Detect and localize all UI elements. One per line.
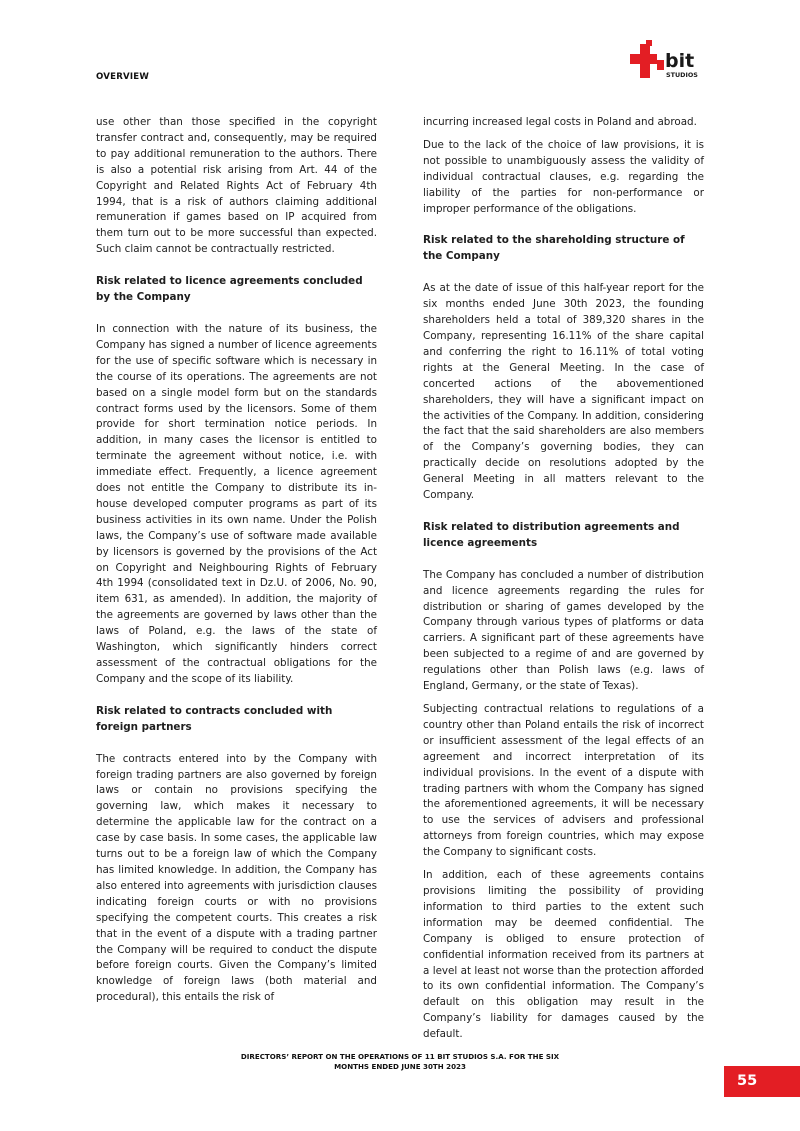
- paragraph: As at the date of issue of this half-year report for the six months ended June 30th 2023, the founding shareholders held a total of 389,320 shares in the Company, representing 16.11% of the share capital and conferring the right to 16.11% of total voting rights at the General Meeting. In the case of concerted actions of the abovementioned shareholders, they will have a significant impact on the activities of the Company. In addition, considering the fact that the said shareholders are also members of the Company’s governing bodies, they can practically decide on resolutions adopted by the General Meeting in all matters relevant to the Company.: [423, 282, 704, 502]
- section-heading: Risk related to contracts concluded with foreign partners: [96, 704, 333, 733]
- paragraph: In addition, each of these agreements contains provisions limiting the possibility of providing information to third parties to the extent such information may be deemed confidential. The Company is obliged to ensure protection of confidential information received from its partners at a level at least not worse than the protection afforded to its own confidential information. The Company’s default on this obligation may result in the Company’s liability for damages caused by the default.: [423, 869, 704, 1041]
- company-logo: [630, 40, 712, 80]
- section-label: OVERVIEW: [96, 72, 150, 82]
- paragraph: Subjecting contractual relations to regulations of a country other than Poland entails the risk of incorrect or insufficient assessment of the legal effects of an agreement and incorrect interpretation of its individual provisions. In the event of a dispute with trading partners with whom the Company has signed the aforementioned agreements, it will be necessary to use the services of advisers and professional attorneys from foreign countries, which may expose the Company to significant costs.: [423, 703, 704, 859]
- paragraph: The Company has concluded a number of distribution and licence agreements regarding the rules for distribution or sharing of games developed by the Company through various types of platforms or data carriers. A significant part of these agreements have been subjected to a regime of and are governed by regulations other than Polish laws (e.g. laws of England, Germany, or the state of Texas).: [423, 568, 704, 693]
- logo-wordmark: bit: [665, 50, 695, 72]
- page-footer: [200, 1052, 600, 1072]
- paragraph: Due to the lack of the choice of law provisions, it is not possible to unambiguously assess the validity of individual contractual clauses, e.g. regarding the liability of the parties for non-performance or improper performance of the obligations.: [423, 138, 704, 215]
- section-heading: Risk related to the shareholding structure of the Company: [423, 234, 685, 263]
- section-heading: Risk related to distribution agreements and licence agreements: [423, 520, 680, 549]
- footer-line: DIRECTORS’ REPORT ON THE OPERATIONS OF 11 BIT STUDIOS S.A. FOR THE SIX: [240, 1052, 560, 1061]
- paragraph: incurring increased legal costs in Poland and abroad.: [423, 116, 697, 128]
- paragraph: In connection with the nature of its business, the Company has signed a number of licence agreements for the use of specific software which is necessary in the course of its operations. The agreements are not based on a single model form but on the standards contract forms used by the licensors. Some of them provide for short termination notice periods. In addition, in many cases the licensor is entitled to terminate the agreement without notice, i.e. with immediate effect. Frequently, a licence agreement does not entitle the Company to distribute its in-house developed computer programs as part of its business activities in its own name. Under the Polish laws, the Company’s use of software made available by licensors is governed by the provisions of the Act on Copyright and Neighbouring Rights of February 4th 1994 (consolidated text in Dz.U. of 2006, No. 90, item 631, as amended). In addition, the majority of the agreements are governed by laws other than the laws of Poland, e.g. the laws of the state of Washington, which significantly hinders correct assessment of the contractual obligations for the Company and the scope of its liability.: [96, 322, 377, 685]
- page-number: 55: [724, 1066, 800, 1097]
- paragraph: use other than those specified in the copyright transfer contract and, consequently, may be required to pay additional remuneration to the authors. There is also a potential risk arising from Art. 44 of the Copyright and Related Rights Act of February 4th 1994, that is a risk of authors claiming additional remuneration if games based on IP acquired from them turn out to be more successful than expected. Such claim cannot be contractually restricted.: [96, 116, 377, 256]
- logo-subtext: STUDIOS: [666, 71, 698, 79]
- paragraph: The contracts entered into by the Company with foreign trading partners are also governed by foreign laws or contain no provisions specifying the governing law, which makes it necessary to determine the applicable law for the contract on a case by case basis. In some cases, the applicable law turns out to be a foreign law of which the Company has limited knowledge. In addition, the Company has also entered into agreements with jurisdiction clauses indicating foreign courts or with no provisions specifying the competent courts. This creates a risk that in the event of a dispute with a trading partner the Company will be required to conduct the dispute before foreign courts. Given the Company’s limited knowledge of foreign laws (both material and procedural), this entails the risk of: [96, 752, 377, 1004]
- footer-line: MONTHS ENDED JUNE 30TH 2023: [334, 1062, 466, 1071]
- section-heading: Risk related to licence agreements concluded by the Company: [96, 275, 363, 304]
- left-column: [96, 115, 377, 1013]
- right-column: [423, 115, 704, 1050]
